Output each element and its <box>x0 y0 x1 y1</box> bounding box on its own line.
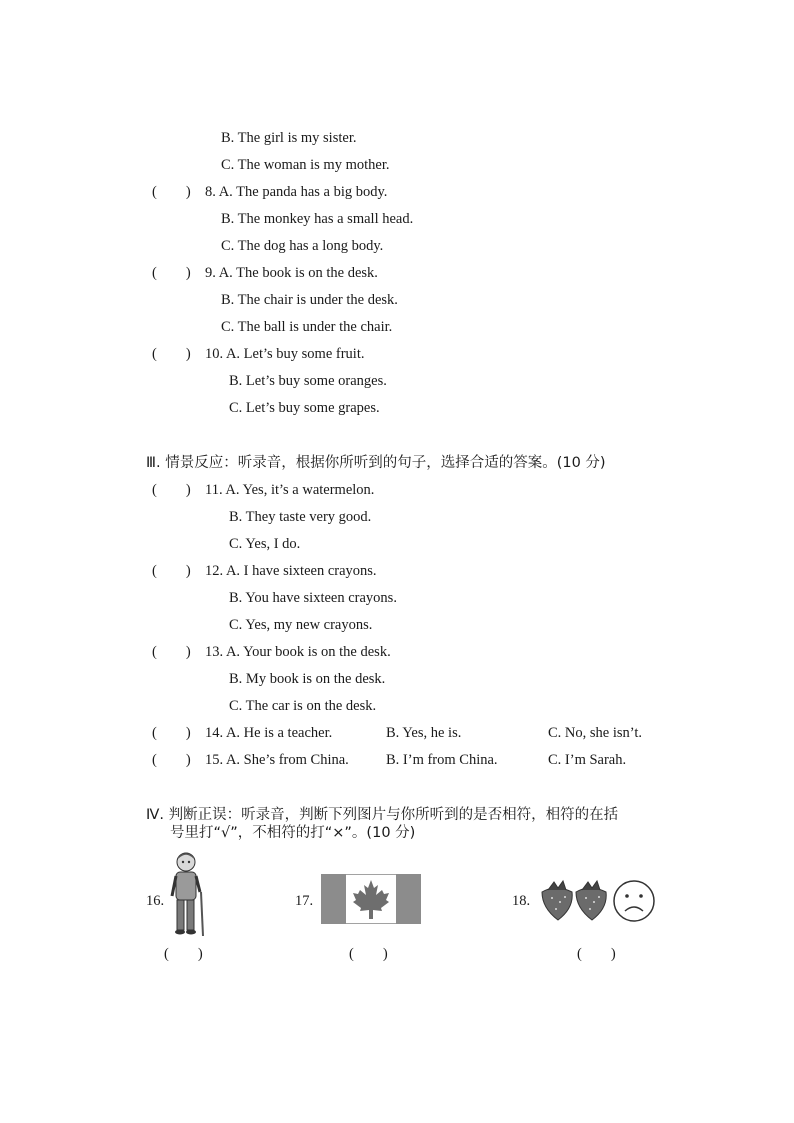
q8-answer-blank[interactable]: ( ) <box>152 184 191 200</box>
q12-option-b: B. You have sixteen crayons. <box>229 590 397 606</box>
q13-option-a: 13. A. Your book is on the desk. <box>205 644 391 660</box>
q12-option-a: 12. A. I have sixteen crayons. <box>205 563 377 579</box>
q14-option-a: 14. A. He is a teacher. <box>205 725 333 741</box>
canada-flag-picture <box>321 874 421 924</box>
q10-option-c: C. Let’s buy some grapes. <box>229 400 380 416</box>
q11-option-c: C. Yes, I do. <box>229 536 301 552</box>
q7-option-b: B. The girl is my sister. <box>221 130 357 146</box>
section-4-heading-line-1: Ⅳ. 判断正误：听录音，判断下列图片与你所听到的是否相符，相符的在括 <box>146 807 619 823</box>
q8-option-b: B. The monkey has a small head. <box>221 211 414 227</box>
q10-option-b: B. Let’s buy some oranges. <box>229 373 387 389</box>
q14-answer-blank[interactable]: ( ) <box>152 725 191 741</box>
item-16-number: 16. <box>146 893 165 909</box>
q15-option-b: B. I’m from China. <box>386 752 498 768</box>
q8-option-c: C. The dog has a long body. <box>221 238 384 254</box>
strawberries-sad-face-picture <box>538 878 658 924</box>
q9-option-c: C. The ball is under the chair. <box>221 319 393 335</box>
old-man-picture <box>164 848 214 938</box>
item-17-number: 17. <box>295 893 314 909</box>
item-16-answer-blank[interactable]: ( ) <box>164 946 203 962</box>
q15-option-c: C. I’m Sarah. <box>548 752 627 768</box>
q13-option-b: B. My book is on the desk. <box>229 671 386 687</box>
section-4-heading-line-2: 号里打“√”，不相符的打“×”。(10 分) <box>170 825 416 841</box>
q12-answer-blank[interactable]: ( ) <box>152 563 191 579</box>
q11-option-a: 11. A. Yes, it’s a watermelon. <box>205 482 375 498</box>
q12-option-c: C. Yes, my new crayons. <box>229 617 373 633</box>
item-18-answer-blank[interactable]: ( ) <box>577 946 616 962</box>
q11-option-b: B. They taste very good. <box>229 509 372 525</box>
q13-answer-blank[interactable]: ( ) <box>152 644 191 660</box>
q10-answer-blank[interactable]: ( ) <box>152 346 191 362</box>
q11-answer-blank[interactable]: ( ) <box>152 482 191 498</box>
q8-option-a: 8. A. The panda has a big body. <box>205 184 388 200</box>
q7-option-c: C. The woman is my mother. <box>221 157 390 173</box>
q9-answer-blank[interactable]: ( ) <box>152 265 191 281</box>
q13-option-c: C. The car is on the desk. <box>229 698 377 714</box>
item-18-number: 18. <box>512 893 531 909</box>
section-3-heading: Ⅲ. 情景反应：听录音，根据你所听到的句子，选择合适的答案。(10 分) <box>146 455 606 471</box>
q15-answer-blank[interactable]: ( ) <box>152 752 191 768</box>
q10-option-a: 10. A. Let’s buy some fruit. <box>205 346 365 362</box>
item-17-answer-blank[interactable]: ( ) <box>349 946 388 962</box>
q14-option-b: B. Yes, he is. <box>386 725 462 741</box>
q9-option-a: 9. A. The book is on the desk. <box>205 265 378 281</box>
q9-option-b: B. The chair is under the desk. <box>221 292 398 308</box>
q14-option-c: C. No, she isn’t. <box>548 725 642 741</box>
q15-option-a: 15. A. She’s from China. <box>205 752 349 768</box>
